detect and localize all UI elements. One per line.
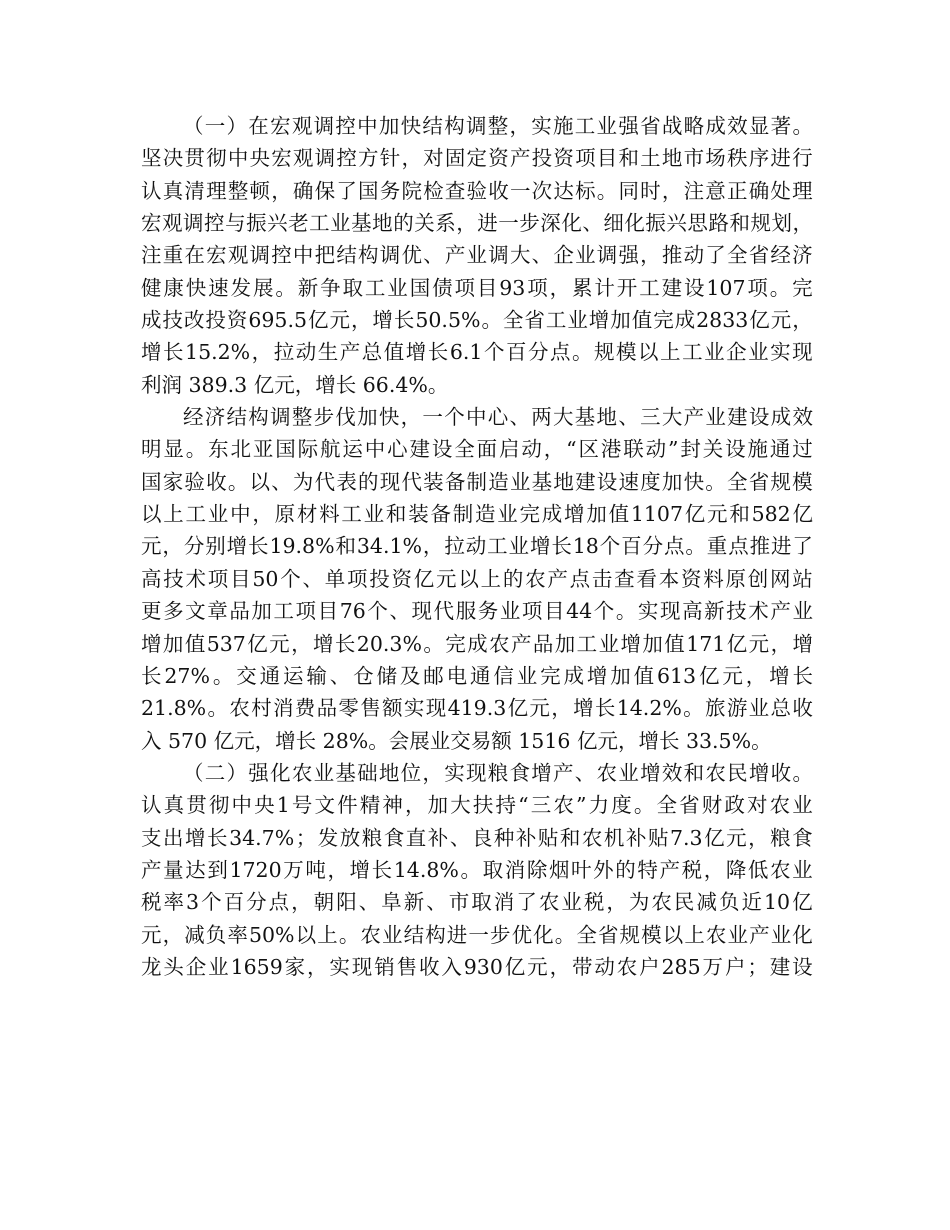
text-line: 更 多 文 章 品 加 工 项 目 76 个 、 现 代 服 务 业 项 目 44 个 。 实 现 高 新 技 术 产 业 (141, 599, 813, 624)
text-line: 龙 头 企 业 1659 家 ， 实 现 销 售 收 入 930 亿 元 ， 带 动 农 户 285 万 户 ； 建 设 (141, 954, 813, 979)
text-line: 坚 决 贯 彻 中 央 宏 观 调 控 方 针 ， 对 固 定 资 产 投 资 项 目 和 土 地 市 场 秩 序 进 行 (141, 146, 813, 171)
text-line-row (141, 822, 813, 854)
paragraph-1-heading-line (141, 110, 813, 142)
text-line-row (141, 919, 813, 951)
text-line: 成 技 改 投 资 695.5 亿 元 ， 增 长 50.5% 。 全 省 工 业 增 加 值 完 成 2833 亿 元 ， (141, 308, 813, 333)
text-line-row (141, 175, 813, 207)
text-line-row (141, 660, 813, 692)
text-line: 支 出 增 长 34.7% ； 发 放 粮 食 直 补 、 良 种 补 贴 和 农 机 补 贴 7.3 亿 元 ， 粮 食 (141, 825, 813, 850)
text-line-row (141, 433, 813, 465)
text-line-row (141, 142, 813, 174)
text-line: 增 长 15.2% ， 拉 动 生 产 总 值 增 长 6.1 个 百 分 点 。 规 模 以 上 工 业 企 业 实 现 (141, 340, 813, 365)
text-line-row (141, 692, 813, 724)
text-line: 健 康 快 速 发 展 。 新 争 取 工 业 国 债 项 目 93 项 ， 累 计 开 工 建 设 107 项 。 完 (141, 275, 813, 300)
text-line: 明 显 。 东 北 亚 国 际 航 运 中 心 建 设 全 面 启 动 ， “ 区 港 联 动 ” 封 关 设 施 通 过 (141, 437, 813, 462)
text-line: （ 一 ） 在 宏 观 调 控 中 加 快 结 构 调 整 ， 实 施 工 业 强 省 战 略 成 效 显 著 。 (183, 114, 813, 138)
text-line: 增 加 值 537 亿 元 ， 增 长 20.3% 。 完 成 农 产 品 加 工 业 增 加 值 171 亿 元 ， 增 (141, 631, 813, 656)
text-line: 入 570 亿元，增长 28%。会展业交易额 1516 亿元，增长 33.5%。 (141, 728, 772, 753)
text-line-row (141, 498, 813, 530)
text-line: 长 27% 。 交 通 运 输 、 仓 储 及 邮 电 通 信 业 完 成 增 加 值 613 亿 元 ， 增 长 (141, 663, 813, 688)
text-line: 认 真 清 理 整 顿 ， 确 保 了 国 务 院 检 查 验 收 一 次 达 标 。 同 时 ， 注 意 正 确 处 理 (141, 178, 813, 203)
text-line-row (141, 207, 813, 239)
text-line: 国 家 验 收 。 以 、 为 代 表 的 现 代 装 备 制 造 业 基 地 建 设 速 度 加 快 。 全 省 规 模 (141, 469, 813, 494)
text-line-row (141, 951, 813, 983)
text-line: 税 率 3 个 百 分 点 ， 朝 阳 、 阜 新 、 市 取 消 了 农 业 税 ， 为 农 民 减 负 近 10 亿 (141, 890, 813, 915)
text-line-row (141, 886, 813, 918)
text-line-row (141, 466, 813, 498)
text-line-row (141, 530, 813, 562)
text-line: 认 真 贯 彻 中 央 1 号 文 件 精 神 ， 加 大 扶 持 “ 三 农 ” 力 度 。 全 省 财 政 对 农 业 (141, 793, 813, 818)
text-line: 产 量 达 到 1720 万 吨 ， 增 长 14.8% 。 取 消 除 烟 叶 外 的 特 产 税 ， 降 低 农 业 (141, 857, 813, 882)
paragraph-2-first-line (141, 401, 813, 433)
text-line: 高 技 术 项 目 50 个 、 单 项 投 资 亿 元 以 上 的 农 产 点 击 查 看 本 资 料 原 创 网 站 (141, 566, 813, 591)
text-line-row (141, 336, 813, 368)
document-body (141, 110, 813, 983)
text-line-row (141, 239, 813, 271)
text-line-row (141, 628, 813, 660)
text-line: 经 济 结 构 调 整 步 伐 加 快 ， 一 个 中 心 、 两 大 基 地 、 三 大 产 业 建 设 成 效 (183, 405, 813, 430)
text-line-row (141, 595, 813, 627)
text-line: 注 重 在 宏 观 调 控 中 把 结 构 调 优 、 产 业 调 大 、 企 业 调 强 ， 推 动 了 全 省 经 济 (141, 243, 813, 268)
text-line: 以 上 工 业 中 ， 原 材 料 工 业 和 装 备 制 造 业 完 成 增 加 值 1107 亿 元 和 582 亿 (141, 502, 813, 527)
text-line-row (141, 789, 813, 821)
text-line-row (141, 563, 813, 595)
text-line: （ 二 ） 强 化 农 业 基 础 地 位 ， 实 现 粮 食 增 产 、 农 业 增 效 和 农 民 增 收 。 (183, 760, 813, 785)
text-line-row (141, 304, 813, 336)
text-line: 利润 389.3 亿元，增长 66.4%。 (141, 372, 449, 397)
text-line: 元 ， 分 别 增 长 19.8% 和 34.1% ， 拉 动 工 业 增 长 18 个 百 分 点 。 重 点 推 进 了 (141, 534, 813, 559)
text-line: 21.8% 。 农 村 消 费 品 零 售 额 实 现 419.3 亿 元 ， 增 长 14.2% 。 旅 游 业 总 收 (141, 696, 813, 721)
text-line-row (141, 854, 813, 886)
text-line-row (141, 725, 813, 757)
paragraph-3-heading-line (141, 757, 813, 789)
text-line-row (141, 369, 813, 401)
text-line-row (141, 272, 813, 304)
text-line: 宏 观 调 控 与 振 兴 老 工 业 基 地 的 关 系 ， 进 一 步 深 化 、 细 化 振 兴 思 路 和 规 划 ， (141, 211, 813, 236)
text-line: 元 ， 减 负 率 50% 以 上 。 农 业 结 构 进 一 步 优 化 。 全 省 规 模 以 上 农 业 产 业 化 (141, 922, 813, 947)
